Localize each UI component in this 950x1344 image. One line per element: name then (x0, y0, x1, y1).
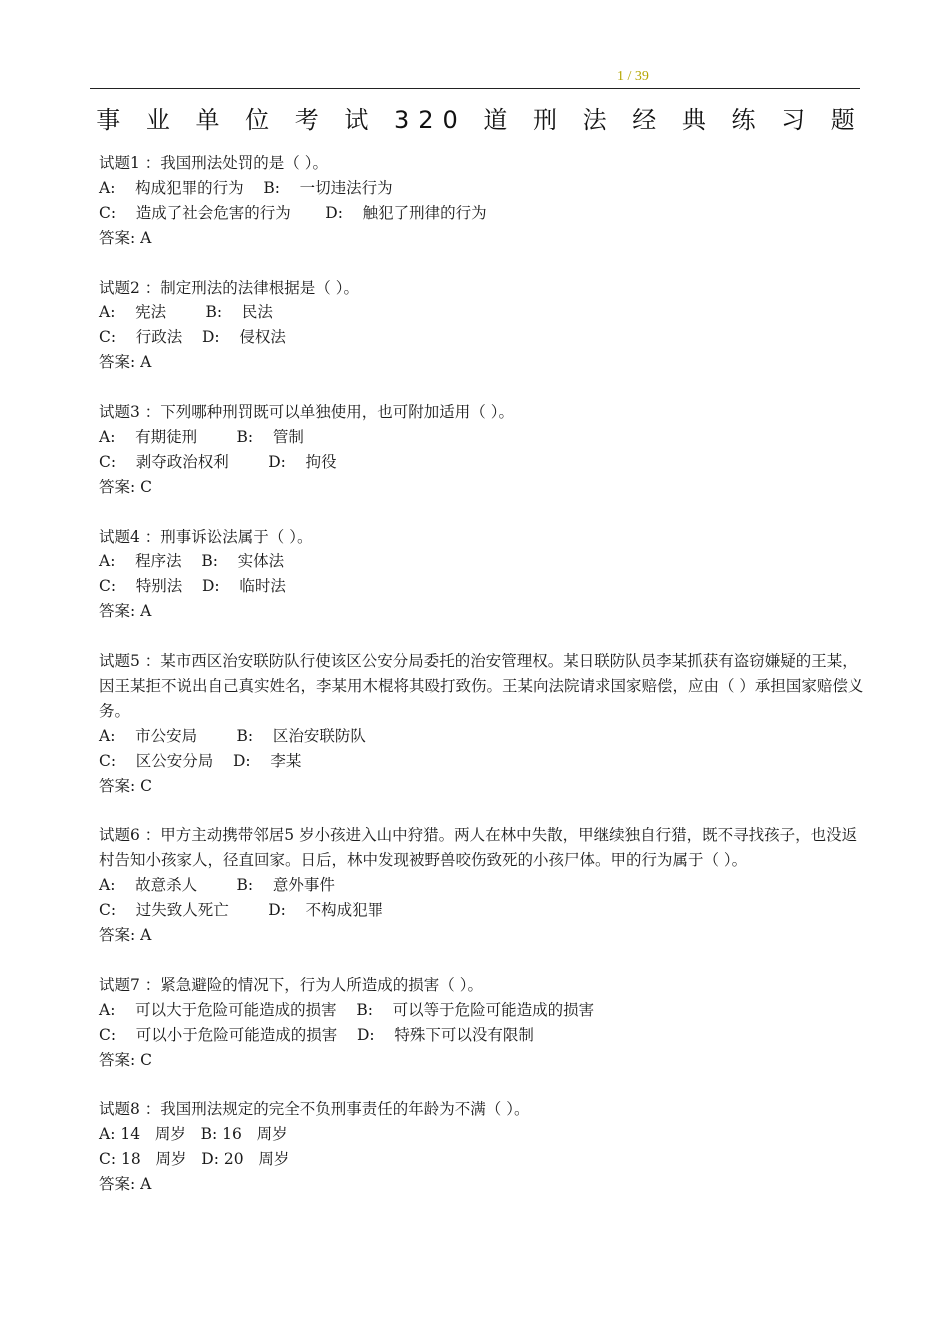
question-list (99, 151, 864, 1222)
question-stem: 试题1 ：我国刑法处罚的是（ ）。 (99, 154, 328, 172)
options-line-cd: C: 造成了社会危害的行为 D: 触犯了刑律的行为 (99, 203, 487, 222)
options-line-cd: C: 区公安分局 D: 李某 (99, 751, 302, 770)
options-line-ab: A: 有期徒刑 B: 管制 (99, 427, 304, 446)
options-line-ab: A: 构成犯罪的行为 B: 一切违法行为 (99, 178, 393, 197)
question-item (99, 823, 864, 948)
page-number: 1 / 39 (617, 69, 649, 84)
question-item (99, 151, 864, 251)
answer-line: 答案: C (99, 477, 153, 496)
question-stem: 试题6 ：甲方主动携带邻居5 岁小孩进入山中狩猎。两人在林中失散，甲继续独自行猎，既不寻找孩子，也没返村告知小孩家人，径直回家。日后，林中发现被野兽咬伤致死的小孩尸体。甲的行为属于（ ）。 (99, 826, 858, 870)
options-line-ab: A: 宪法 B: 民法 (99, 303, 273, 322)
header-divider (90, 88, 860, 89)
answer-line: 答案: A (99, 1175, 152, 1194)
options-line-ab: A: 可以大于危险可能造成的损害 B: 可以等于危险可能造成的损害 (99, 1000, 595, 1019)
options-line-ab: A: 故意杀人 B: 意外事件 (99, 876, 335, 895)
question-stem: 试题4 ：刑事诉讼法属于（ ）。 (99, 527, 313, 546)
answer-line: 答案: C (99, 1050, 153, 1069)
options-line-cd: C: 特别法 D: 临时法 (99, 577, 286, 596)
question-stem: 试题5 ：某市西区治安联防队行使该区公安分局委托的治安管理权。某日联防队员李某抓获有盗窃嫌疑的王某，因王某拒不说出自己真实姓名，李某用木棍将其殴打致伤。王某向法院请求国家赔偿，应由（ ）承担国家赔偿义务。 (99, 652, 864, 720)
question-stem: 试题3 ：下列哪种刑罚既可以单独使用，也可附加适用（ ）。 (99, 403, 514, 422)
document-title: 事 业 单 位 考 试 320 道 刑 法 经 典 练 习 题 (96, 106, 864, 134)
question-item (99, 400, 864, 500)
question-stem: 试题8 ：我国刑法规定的完全不负刑事责任的年龄为不满（ ）。 (99, 1100, 530, 1119)
question-stem: 试题2 ：制定刑法的法律根据是（ ）。 (99, 278, 359, 297)
options-line-ab: A: 程序法 B: 实体法 (99, 552, 285, 571)
answer-line: 答案: A (99, 602, 152, 621)
options-line-cd: C: 过失致人死亡 D: 不构成犯罪 (99, 901, 384, 920)
question-item (99, 1097, 864, 1197)
options-line-cd: C: 18 周岁 D: 20 周岁 (99, 1150, 290, 1169)
options-line-ab: A: 14 周岁 B: 16 周岁 (99, 1125, 288, 1144)
answer-line: 答案: C (99, 776, 153, 795)
options-line-ab: A: 市公安局 B: 区治安联防队 (99, 726, 366, 745)
options-line-cd: C: 可以小于危险可能造成的损害 D: 特殊下可以没有限制 (99, 1025, 534, 1044)
answer-line: 答案: A (99, 228, 152, 247)
answer-line: 答案: A (99, 353, 152, 372)
options-line-cd: C: 剥夺政治权利 D: 拘役 (99, 452, 337, 471)
answer-line: 答案: A (99, 926, 152, 945)
question-item (99, 525, 864, 625)
question-item (99, 973, 864, 1073)
question-item (99, 276, 864, 376)
question-item (99, 649, 864, 798)
options-line-cd: C: 行政法 D: 侵权法 (99, 328, 286, 347)
question-stem: 试题7 ：紧急避险的情况下，行为人所造成的损害（ ）。 (99, 975, 483, 994)
